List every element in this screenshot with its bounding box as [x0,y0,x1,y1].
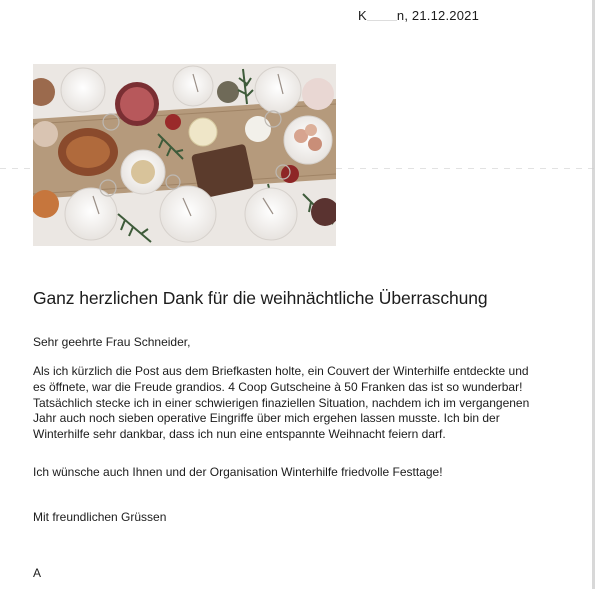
city-suffix: n [396,8,405,23]
body-line: Als ich kürzlich die Post aus dem Briefkasten holte, ein Couvert der Winterhilfe entdeckte und [33,364,529,378]
place-date-line [358,8,479,23]
body-paragraph [33,364,593,443]
letter-date: , 21.12.2021 [404,8,479,23]
body-line: Jahr auch noch sieben operative Eingriffe über mich ergehen lassen musste. Ich bin der [33,411,500,426]
body-line: Winterhilfe sehr dankbar, dass ich nun eine entspannte Weihnacht feiern darf. [33,427,446,442]
letter-title: Ganz herzlichen Dank für die weihnächtliche Überraschung [33,288,488,308]
wish-line: Ich wünsche auch Ihnen und der Organisation Winterhilfe friedvolle Festtage! [33,465,443,479]
signature: A [33,566,42,580]
body-line: es öffnete, war die Freude grandios. 4 Coop Gutscheine à 50 Franken das ist so wunderbar! [33,379,523,394]
salutation: Sehr geehrte Frau Schneider, [33,335,191,349]
closing: Mit freundlichen Grüssen [33,510,167,524]
redacted-city [367,9,397,21]
city-initial: K [358,8,367,23]
festive-table-photo [33,64,336,246]
body-line: Tatsächlich stecke ich in einer schwierigen finazielle​n Situation, nachdem ich im vergangenen [33,395,530,410]
